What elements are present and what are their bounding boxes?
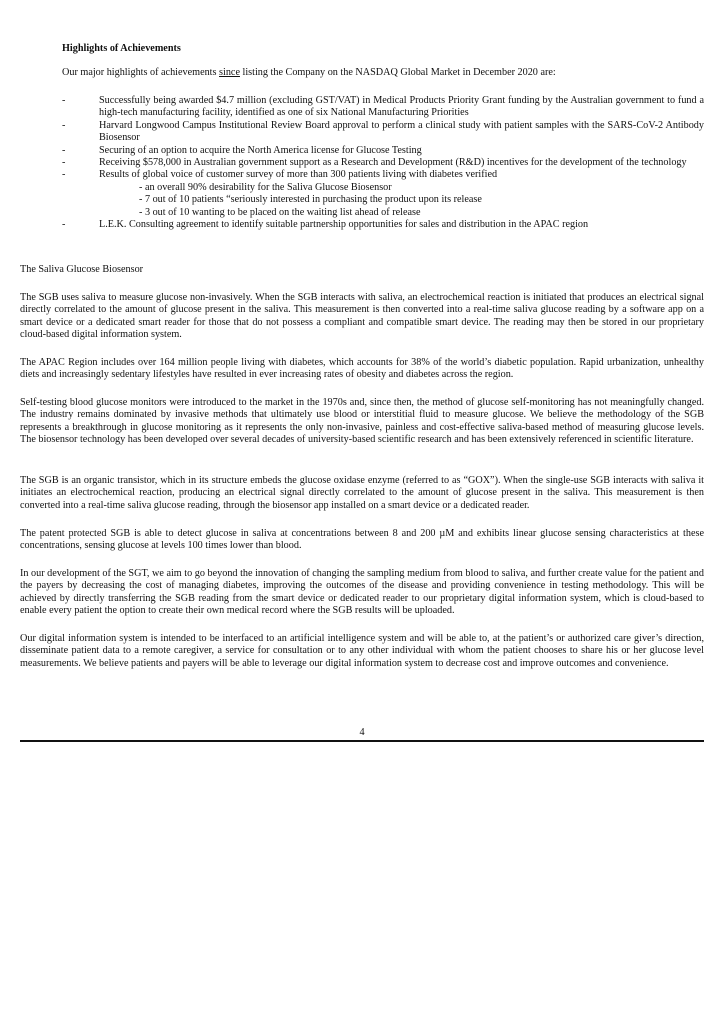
bullet-dash: - [62,169,66,181]
bullet-dash: - [62,219,66,231]
list-item [62,157,704,169]
page-number: 4 [359,727,365,738]
sub-list-item: - 7 out of 10 patients “seriously interested in purchasing the product upon its release [139,194,482,206]
footer-rule [20,740,704,742]
paragraph: Our digital information system is intended to be interfaced to an artificial intelligence system and will be able to, at the patient’s or authorized care giver’s direction, disseminate patient data to a remote caregiver, a service for consultation or to any other individual with whom the patient chooses to share his or her glucose level measurements. We believe patients and payers will be able to leverage our digital information system to decrease cost and improve outcomes and convenience. [20,633,704,669]
list-item [62,95,704,120]
bullet-dash: - [62,119,66,131]
section-title-saliva-biosensor: The Saliva Glucose Biosensor [20,264,144,275]
list-item-text: Successfully being awarded $4.7 million (excluding GST/VAT) in Medical Products Priority Grant funding by the Australian government to fund a high-tech manufacturing facility, identified as one of six National Manufacturing Priorities [99,95,704,119]
sub-list-item: - an overall 90% desirability for the Saliva Glucose Biosensor [139,181,392,193]
section-heading-highlights: Highlights of Achievements [62,43,181,54]
paragraph: Self-testing blood glucose monitors were introduced to the market in the 1970s and, since then, the method of glucose self-monitoring has not meaningfully changed. The industry remains dominated by invasive methods that ultimately use blood or interstitial fluid to measure glucose. We believe the methodology of the SGB represents a breakthrough in glucose monitoring as it represents the only non-invasive, painless and cost-effective saliva-based method of measuring glucose levels. The biosensor technology has been developed over several decades of university-based scientific research and has been extensively referenced in scientific literature. [20,397,704,446]
paragraph: The SGB uses saliva to measure glucose non-invasively. When the SGB interacts with saliva, an electrochemical reaction is initiated that produces an electrical signal directly correlated to the amount of glucose present in the saliva. This measurement is then converted into a real-time saliva glucose reading by a software app on a smart device or a dedicated smart reader for those that do not possess a compliant and compatible smart device. The reading may then be stored in our proprietary cloud-based digital information system. [20,292,704,341]
bullet-dash: - [62,144,66,156]
intro-before: Our major highlights of achievements [62,67,220,78]
achievements-list [62,95,704,231]
bullet-dash: - [62,157,66,169]
list-item-text: Results of global voice of customer survey of more than 300 patients living with diabetes verified [99,169,498,181]
bullet-dash: - [62,95,66,106]
list-item-text: Harvard Longwood Campus Institutional Review Board approval to perform a clinical study with patient samples with the SARS-CoV-2 Antibody Biosensor [99,119,704,144]
list-item [62,120,704,145]
list-item-text: Securing of an option to acquire the North America license for Glucose Testing [99,144,422,156]
list-item-text: L.E.K. Consulting agreement to identify suitable partnership opportunities for sales and distribution in the APAC region [99,219,589,231]
paragraph: The patent protected SGB is able to detect glucose in saliva at concentrations between 8 and 200 µM and exhibits linear glucose sensing characteristics at these concentrations, sensing glucose at levels 100 times lower than blood. [20,528,704,552]
intro-after: listing the Company on the NASDAQ Global Market in December 2020 are: [239,67,556,78]
list-item [62,145,704,157]
paragraph: The SGB is an organic transistor, which in its structure embeds the glucose oxidase enzyme (referred to as “GOX”). When the single-use SGB interacts with saliva it initiates an electrochemical reaction, producing an electrical signal directly correlated to the amount of glucose present in the saliva. This measurement is then converted into a real-time saliva glucose reading, through the biosensor app installed on a smart device or a dedicated reader. [20,475,704,511]
intro-underlined: since [219,67,240,78]
list-item [62,219,704,231]
intro-text [62,67,556,79]
paragraph: The APAC Region includes over 164 million people living with diabetes, which accounts for 38% of the world’s diabetic population. Rapid urbanization, unhealthy diets and increasingly sedentary lifestyles have resulted in ever increasing rates of obesity and diabetes across the region. [20,357,704,381]
paragraph: In our development of the SGT, we aim to go beyond the innovation of changing the sampling medium from blood to saliva, and further create value for the patient and the payers by decreasing the cost of managing diabetes, improving the outcomes of the disease and providing convenience in testing methodology. This will be achieved by directly transferring the SGB reading from the smart device or dedicated reader to our proprietary digital information system, which is cloud-based to enable every patient the option to create their own medical record where the SGB results will be uploaded. [20,568,704,617]
sub-list-item: - 3 out of 10 wanting to be placed on the waiting list ahead of release [139,206,421,218]
list-item-text: Receiving $578,000 in Australian government support as a Research and Development (R&D) incentives for the development of the technology [99,157,687,169]
list-item [62,169,704,219]
